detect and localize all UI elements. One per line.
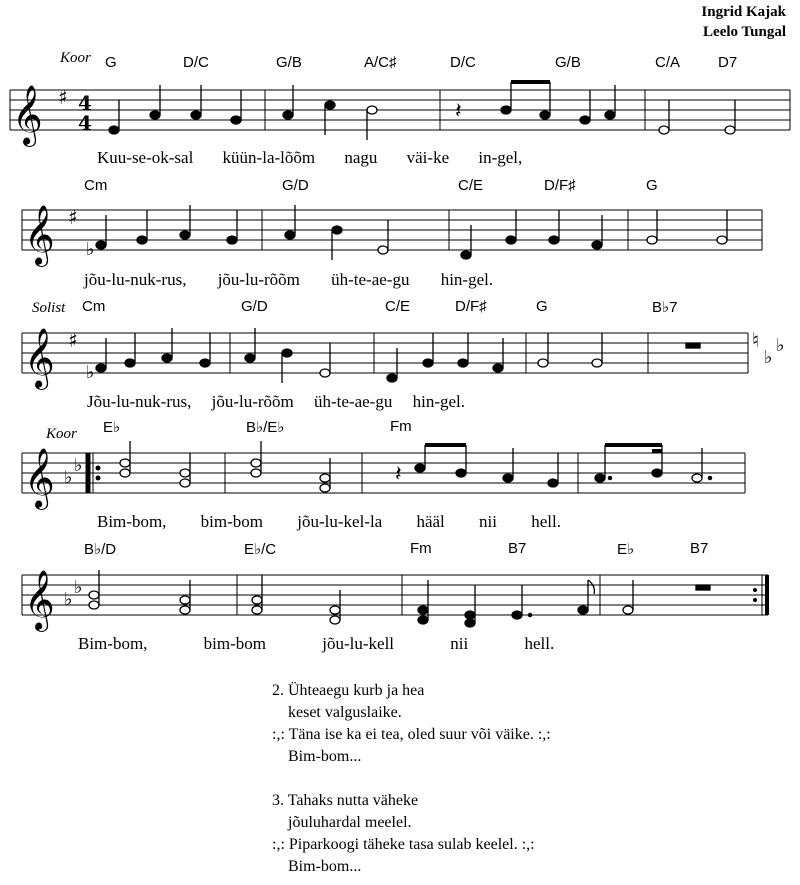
staff-system-2 (0, 200, 800, 270)
lyrics-line-4: Bim-bom, bim-bom jõu-lu-kel-la hääl nii hell. (97, 512, 561, 531)
chord: E♭ (617, 541, 635, 558)
svg-text:♭: ♭ (64, 589, 73, 610)
chord: B7 (690, 540, 709, 557)
staff-system-3 (0, 323, 800, 393)
verse-3-line-3: :,: Piparkoogi täheke tasa sulab keelel. :,: (272, 836, 535, 853)
svg-text:𝄽: 𝄽 (395, 462, 402, 487)
chord: D/F♯ (544, 177, 576, 194)
staff-system-4 (0, 443, 800, 513)
chord: Fm (410, 540, 432, 557)
svg-text:♭: ♭ (86, 362, 95, 383)
chord: B7 (508, 540, 527, 557)
svg-text:4: 4 (78, 111, 92, 135)
svg-text:♭: ♭ (764, 347, 773, 368)
chord: G/D (282, 177, 309, 194)
chord: G (536, 298, 548, 315)
chord: A/C♯ (364, 54, 397, 71)
svg-text:𝄞: 𝄞 (24, 570, 55, 630)
chord: G/D (241, 298, 268, 315)
chord: Cm (84, 177, 108, 194)
svg-text:♭: ♭ (776, 335, 785, 356)
credits (701, 2, 786, 42)
verse-3-line-1: 3. Tahaks nutta väheke (272, 792, 419, 809)
chord: D7 (718, 54, 738, 71)
svg-text:4: 4 (78, 91, 92, 115)
verse-3-line-4: Bim-bom... (288, 858, 362, 875)
verse-2-line-3: :,: Täna ise ka ei tea, oled suur või väike. :,: (272, 726, 551, 743)
chord: D/F♯ (455, 298, 487, 315)
chord: C/E (458, 177, 484, 194)
section-label-solist: Solist (32, 300, 66, 316)
svg-text:𝄞: 𝄞 (12, 85, 43, 145)
chord: E♭/C (244, 541, 277, 558)
svg-text:𝄽: 𝄽 (455, 99, 462, 124)
verse-2-line-2: keset valguslaike. (288, 704, 402, 721)
chord: C/E (385, 298, 411, 315)
svg-text:𝄞: 𝄞 (24, 205, 55, 265)
section-label-koor-2: Koor (46, 426, 77, 442)
svg-text:♮: ♮ (752, 328, 760, 352)
staff-system-5 (0, 565, 800, 635)
svg-text:♯: ♯ (68, 328, 78, 352)
section-label-koor: Koor (60, 50, 91, 66)
svg-text:♭: ♭ (74, 455, 83, 476)
chord: C/A (655, 54, 681, 71)
chord: Cm (82, 298, 106, 315)
verse-2-line-1: 2. Ühteaegu kurb ja hea (272, 682, 425, 699)
chord: Fm (390, 418, 412, 435)
chord: B♭/D (84, 541, 117, 558)
svg-text:♭: ♭ (64, 467, 73, 488)
chord: D/C (450, 54, 476, 71)
verse-3-line-2: jõuluhardal meelel. (288, 814, 412, 831)
composer: Ingrid Kajak (701, 4, 786, 20)
svg-text:𝄞: 𝄞 (24, 328, 55, 388)
chord: G/B (555, 54, 581, 71)
chord: D/C (183, 54, 209, 71)
svg-text:♭: ♭ (86, 239, 95, 260)
lyrics-line-2: jõu-lu-nuk-rus, jõu-lu-rõõm üh-te-ae-gu hin-gel. (84, 270, 494, 289)
svg-text:𝄞: 𝄞 (24, 448, 55, 508)
verse-2-line-4: Bim-bom... (288, 748, 362, 765)
svg-text:♯: ♯ (58, 85, 68, 109)
staff-system-1 (0, 80, 800, 150)
lyrics-line-1: Kuu-se-ok-sal küün-la-lõõm nagu väi-ke in-gel, (97, 148, 523, 167)
lyrics-line-3: Jõu-lu-nuk-rus, jõu-lu-rõõm üh-te-ae-gu hin-gel. (87, 392, 465, 411)
chord: E♭ (103, 419, 121, 436)
svg-text:♯: ♯ (68, 205, 78, 229)
verses (272, 680, 551, 878)
chord: B♭7 (652, 299, 678, 316)
lyricist: Leelo Tungal (703, 24, 786, 40)
chord: G/B (276, 54, 302, 71)
lyrics-line-5: Bim-bom, bim-bom jõu-lu-kell nii hell. (78, 634, 555, 653)
svg-text:♭: ♭ (74, 577, 83, 598)
chord: B♭/E♭ (246, 419, 285, 436)
chord: G (105, 54, 117, 71)
chord: G (646, 177, 658, 194)
